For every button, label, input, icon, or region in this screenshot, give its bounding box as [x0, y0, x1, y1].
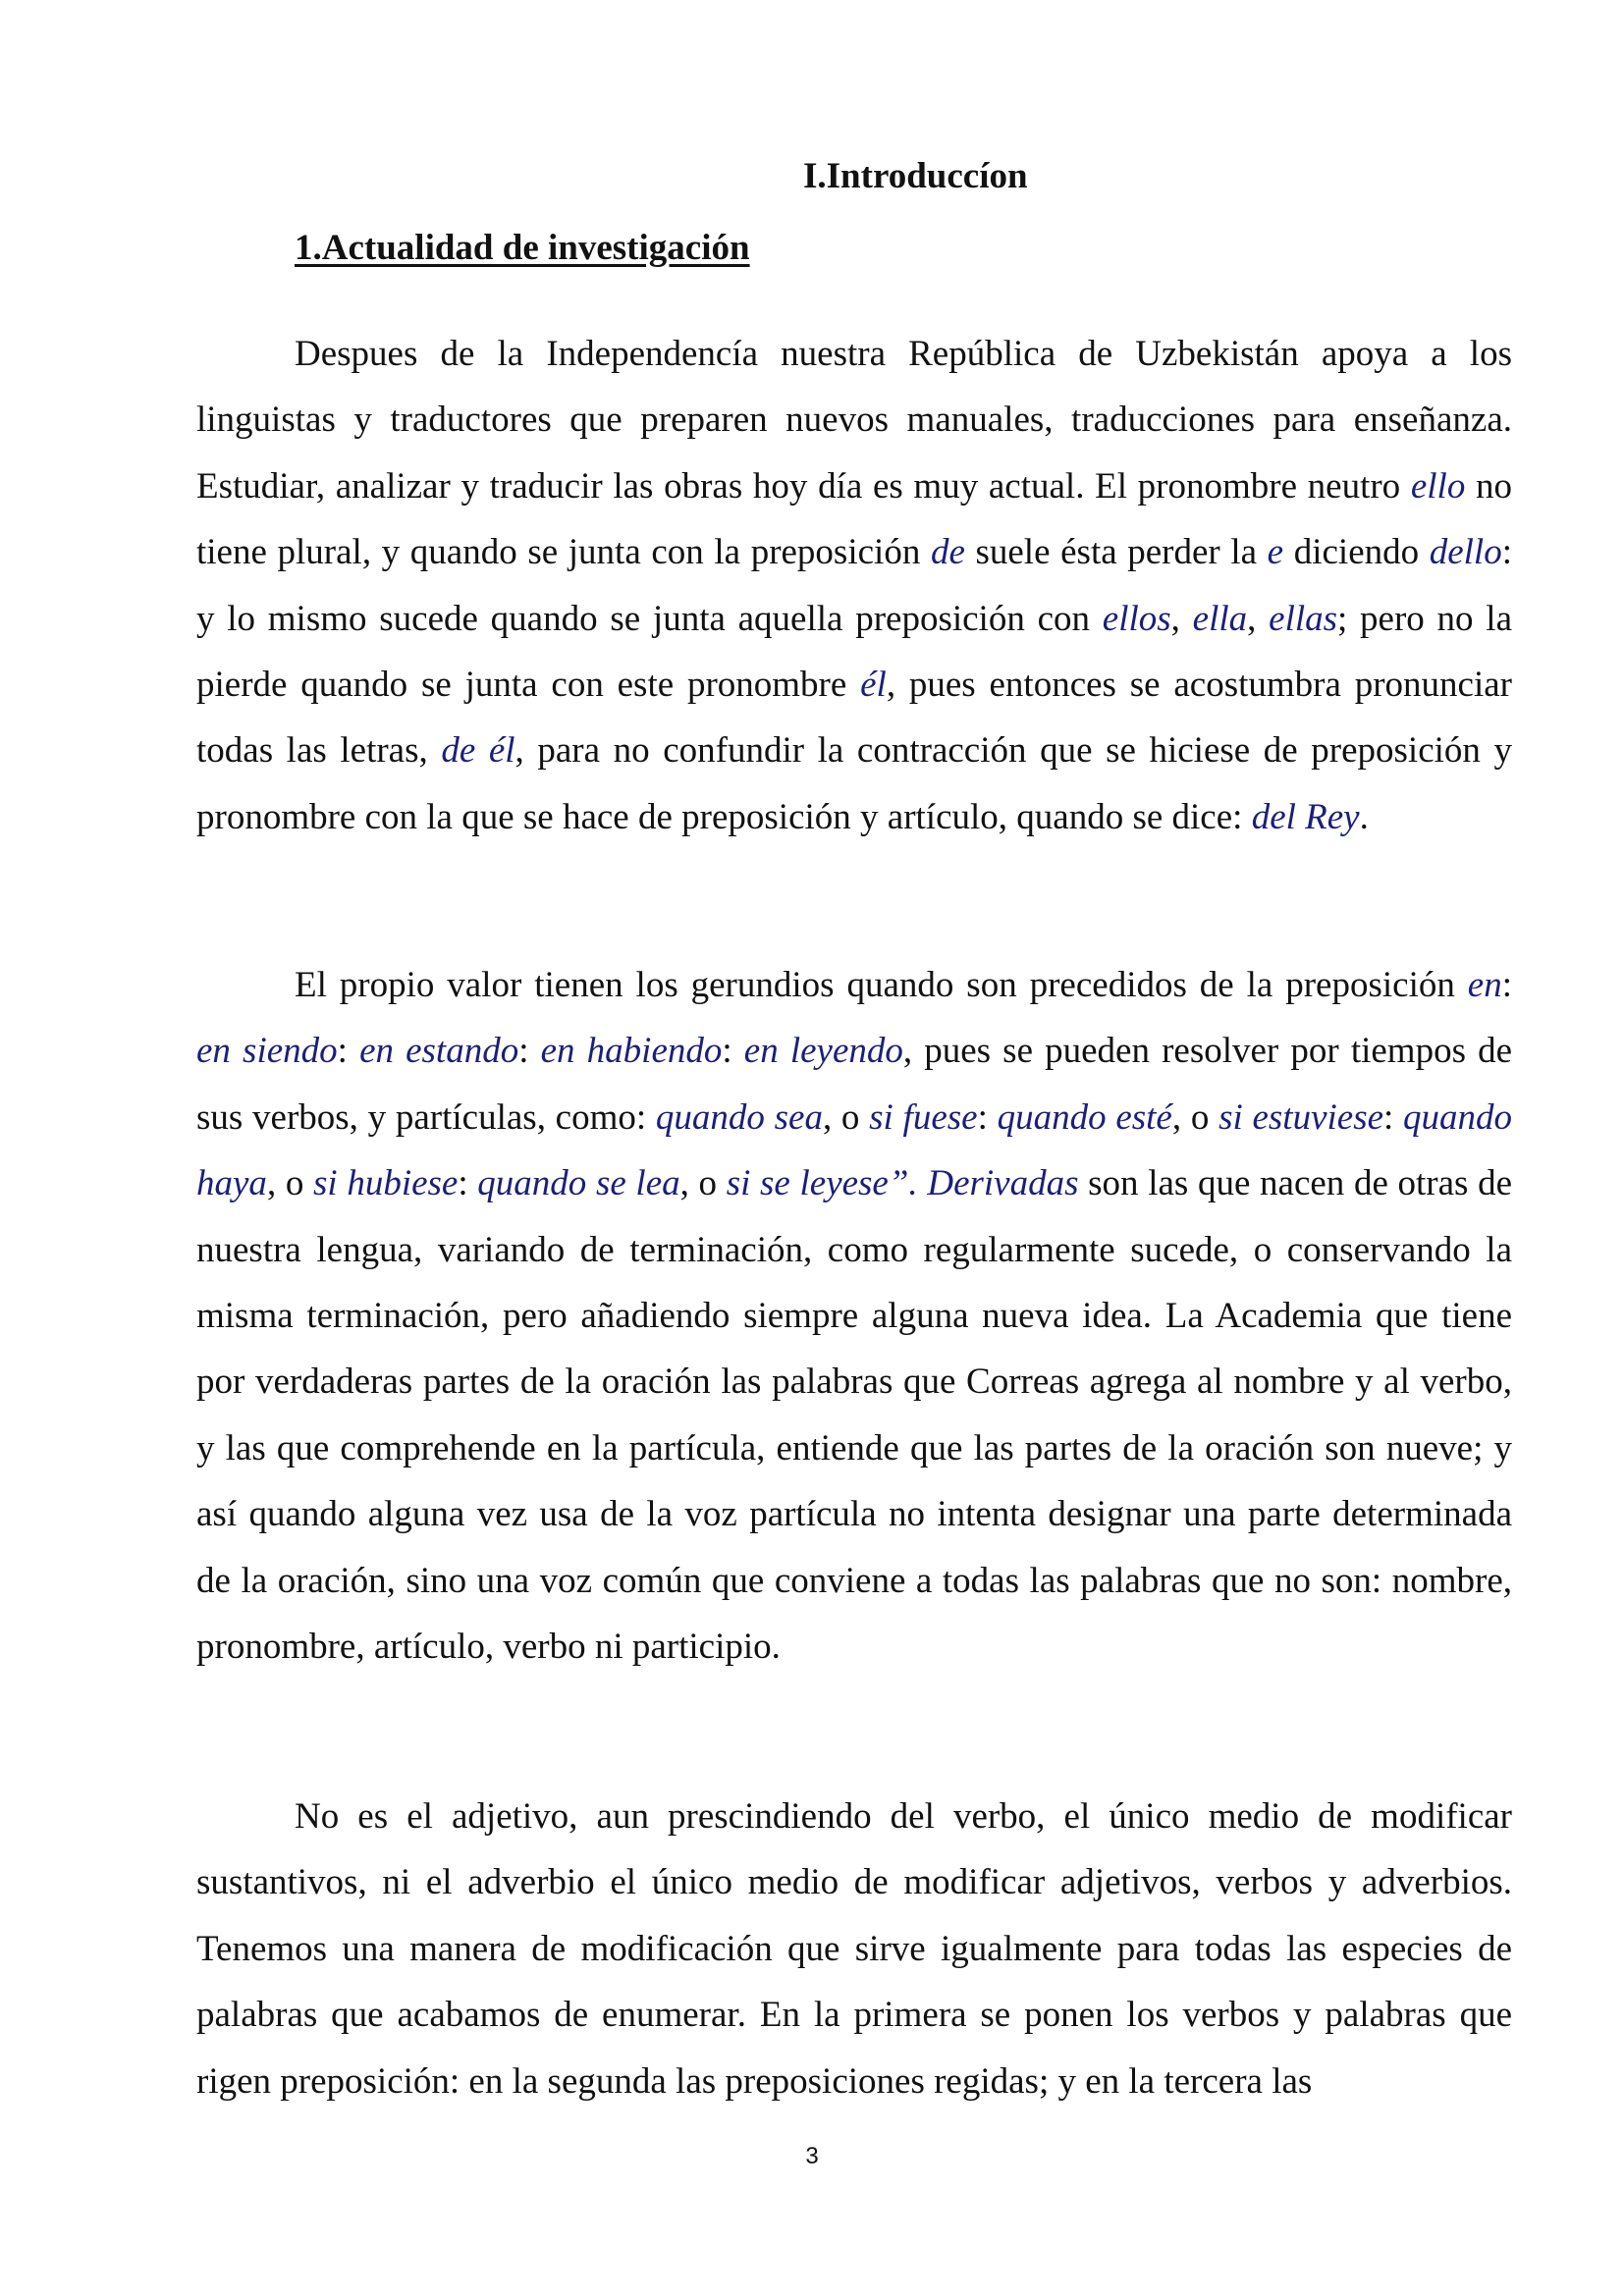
text-run: , para no confundir la contracción que se hiciese de preposición y pronombre con la que se hace de preposición y artículo, quando se dice:: [196, 730, 1513, 837]
text-run: , o: [1171, 1096, 1219, 1138]
paragraph-3: [196, 1784, 1512, 2114]
highlighted-term: en habiendo: [540, 1031, 723, 1072]
highlighted-term: en leyendo: [743, 1031, 903, 1072]
highlighted-term: ello: [1410, 465, 1466, 507]
text-run: :: [458, 1163, 478, 1204]
chapter-heading: I.Introduccíon: [803, 156, 1028, 196]
text-run: :: [977, 1096, 998, 1138]
highlighted-term: dello: [1429, 532, 1502, 573]
highlighted-term: en: [1467, 965, 1502, 1005]
text-run: , pues se pueden resolver por tiempos de sus verbos, y partículas, como:: [196, 1031, 1513, 1138]
highlighted-term: quando sea: [655, 1096, 823, 1138]
highlighted-term: de: [930, 532, 965, 573]
text-run: , o: [822, 1096, 870, 1138]
page-number: 3: [805, 2143, 819, 2169]
highlighted-term: quando se lea: [477, 1163, 680, 1204]
text-run: .: [1359, 796, 1369, 837]
highlighted-term: si fuese: [869, 1096, 978, 1138]
highlighted-term: quando esté: [997, 1096, 1172, 1138]
text-run: suele ésta perder la: [964, 532, 1268, 573]
highlighted-term: él: [860, 665, 887, 706]
paragraph-2: [196, 952, 1512, 1680]
text-run: [918, 1163, 928, 1203]
highlighted-term: quando haya: [196, 1096, 1513, 1204]
highlighted-term: si hubiese: [313, 1163, 459, 1204]
highlighted-term: si estuviese: [1218, 1096, 1384, 1138]
text-run: No es el adjetivo, aun prescindiendo del verbo, el único medio de modificar sustantivos, ni el adverbio el único medio de modificar adjetivos, verbos y adverbios. Tenemos una manera de modificación que sirve igualmente para todas las especies de palabras que acabamos de enumerar. En la primera se ponen los verbos y palabras que rigen preposición: en la segunda las preposiciones regidas; y en la tercera las: [196, 1796, 1512, 2102]
text-run: :: [1383, 1096, 1404, 1138]
text-run: :: [722, 1031, 744, 1072]
section-heading: 1.Actualidad de investigación: [295, 228, 750, 268]
text-run: , o: [266, 1163, 313, 1204]
highlighted-term: ella: [1192, 598, 1248, 639]
text-run: :: [518, 1031, 541, 1072]
text-run: ; pero no la pierde quando se junta con este pronombre: [196, 598, 1512, 706]
text-run: : y lo mismo sucede quando se junta aquella preposición con: [196, 532, 1512, 639]
highlighted-term: en siendo: [196, 1031, 338, 1072]
highlighted-term: ellos: [1102, 598, 1171, 639]
highlighted-term: en estando: [359, 1031, 519, 1072]
highlighted-term: Derivadas: [927, 1163, 1079, 1204]
text-run: son las que nacen de otras de nuestra lengua, variando de terminación, como regularmente sucede, o conservando la misma terminación, pero añadiendo siempre alguna nueva idea. La Academia que tiene por verdaderas partes de la oración las palabras que Correas agrega al nombre y al verbo, y las que comprehende en la partícula, entiende que las partes de la oración son nueve; y así quando alguna vez usa de la voz partícula no intenta designar una parte determinada de la oración, sino una voz común que conviene a todas las palabras que no son: nombre, pronombre, artículo, verbo ni participio.: [196, 1163, 1513, 1668]
text-run: , o: [679, 1163, 727, 1204]
text-run: , pues entonces se acostumbra pronunciar todas las letras,: [196, 665, 1512, 772]
text-run: El propio valor tienen los gerundios quando son precedidos de la preposición: [295, 965, 1468, 1005]
paragraph-1: [196, 321, 1512, 850]
highlighted-term: e: [1267, 532, 1284, 573]
highlighted-term: si se leyese”.: [726, 1163, 918, 1204]
text-run: diciendo: [1283, 532, 1430, 573]
text-run: Despues de la Independencía nuestra República de Uzbekistán apoya a los linguistas y traductores que preparen nuevos manuales, traducciones para enseñanza. Estudiar, analizar y traducir las obras hoy día es muy actual. El pronombre neutro: [196, 334, 1512, 507]
text-run: ,: [1247, 598, 1270, 639]
text-run: :: [337, 1031, 360, 1072]
highlighted-term: de él: [441, 730, 515, 772]
highlighted-term: ellas: [1269, 598, 1338, 639]
text-run: no tiene plural, y quando se junta con la preposición: [196, 465, 1513, 573]
text-run: ,: [1170, 598, 1193, 639]
highlighted-term: del Rey: [1251, 796, 1360, 837]
text-run: :: [1501, 965, 1512, 1005]
